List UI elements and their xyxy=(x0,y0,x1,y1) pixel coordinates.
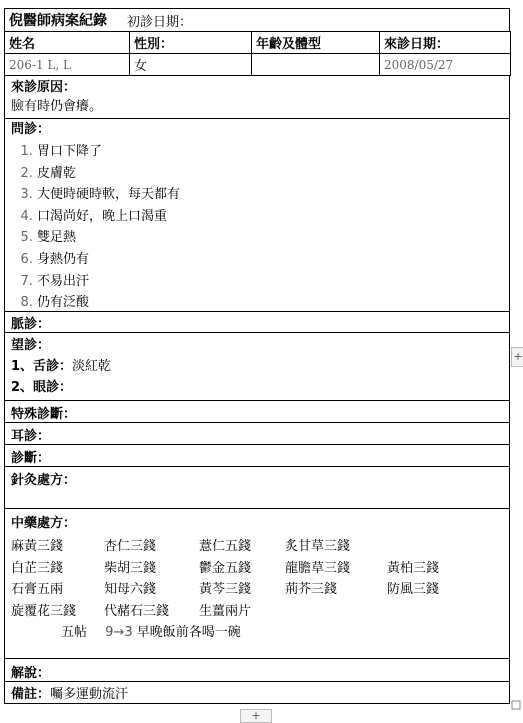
list-item: 8. 仍有泛酸 xyxy=(37,292,503,314)
note-label: 備註： xyxy=(11,687,51,702)
special-diagnosis-section[interactable] xyxy=(4,401,510,423)
diagnosis-label: 診斷： xyxy=(11,451,51,466)
herb-item: 黃柏三錢 xyxy=(387,560,440,576)
info-value-row xyxy=(5,54,511,76)
herb-grid xyxy=(11,536,503,622)
table-resize-handle-icon[interactable] xyxy=(511,700,523,712)
herb-item xyxy=(387,601,487,623)
herb-item: 石膏五兩 xyxy=(11,582,64,597)
first-visit-date-label: 初診日期： xyxy=(127,14,193,30)
patient-info-table xyxy=(4,31,511,76)
gender-value[interactable]: 女 xyxy=(130,54,252,76)
title-row xyxy=(4,8,510,31)
herb-item: 荊芥三錢 xyxy=(285,582,338,597)
add-row-button[interactable]: + xyxy=(240,709,272,723)
inquiry-label: 問診： xyxy=(11,122,51,137)
tongue-text: 淡紅乾 xyxy=(72,359,112,374)
reason-section[interactable] xyxy=(4,76,510,119)
list-item: 1. 胃口下降了 xyxy=(37,141,503,163)
special-diagnosis-label: 特殊診斷： xyxy=(11,407,77,422)
info-header-row xyxy=(5,32,511,54)
ear-section[interactable] xyxy=(4,423,510,445)
tongue-label: 1、舌診： xyxy=(11,359,73,374)
acupuncture-label: 針灸處方： xyxy=(11,473,77,488)
explain-label: 解說： xyxy=(11,666,51,681)
herb-item: 生薑兩片 xyxy=(199,603,252,619)
case-record-document xyxy=(4,8,510,704)
ear-label: 耳診： xyxy=(11,429,51,444)
eye-label: 2、眼診： xyxy=(11,380,73,395)
herb-item: 防風三錢 xyxy=(387,582,440,597)
herb-item: 代赭石三錢 xyxy=(104,603,170,619)
herb-item: 鬱金五錢 xyxy=(199,560,252,576)
dose-arrow: 9→3 xyxy=(105,625,133,640)
age-build-header: 年齡及體型 xyxy=(252,32,380,54)
herbal-section[interactable] xyxy=(4,509,510,659)
add-column-button[interactable]: + xyxy=(511,347,523,367)
herb-item: 白芷三錢 xyxy=(11,560,64,576)
herb-item: 黃芩三錢 xyxy=(199,582,252,597)
pulse-label: 脈診： xyxy=(11,317,51,332)
herbal-label: 中藥處方： xyxy=(11,516,77,531)
visit-date-value[interactable]: 2008/05/27 xyxy=(380,54,511,76)
observation-label: 望診： xyxy=(11,338,51,353)
herb-item xyxy=(387,536,487,558)
age-build-value[interactable] xyxy=(252,54,380,76)
dosage-line xyxy=(61,622,503,643)
herb-item: 炙甘草三錢 xyxy=(285,539,351,554)
tongue-line xyxy=(11,356,503,377)
observation-section[interactable] xyxy=(4,333,510,401)
herb-item: 杏仁三錢 xyxy=(104,539,157,554)
herb-item: 龍膽草三錢 xyxy=(285,560,351,576)
dose-count: 五帖 xyxy=(61,625,88,640)
eye-line xyxy=(11,377,503,398)
herb-item: 旋覆花三錢 xyxy=(11,603,77,619)
note-text: 囑多運動流汗 xyxy=(50,687,129,702)
dose-note: 早晚飯前各喝一碗 xyxy=(136,625,241,640)
herb-item xyxy=(285,601,387,623)
visit-date-header: 來診日期： xyxy=(380,32,511,54)
herb-item: 麻黃三錢 xyxy=(11,539,64,554)
reason-label: 來診原因： xyxy=(11,80,77,95)
inquiry-section[interactable] xyxy=(4,119,510,312)
diagnosis-section[interactable] xyxy=(4,445,510,467)
acupuncture-section[interactable] xyxy=(4,467,510,509)
herb-item: 薏仁五錢 xyxy=(199,539,252,554)
list-item: 3. 大便時硬時軟，每天都有 xyxy=(37,184,503,206)
gender-header: 性別： xyxy=(130,32,252,54)
name-value[interactable]: 206-1 L, L xyxy=(5,54,130,76)
list-item: 5. 雙足熱 xyxy=(37,227,503,249)
document-title: 倪醫師病案紀錄 xyxy=(9,13,107,29)
list-item: 2. 皮膚乾 xyxy=(37,163,503,185)
explain-section[interactable] xyxy=(4,659,510,682)
list-item: 6. 身熱仍有 xyxy=(37,249,503,271)
inquiry-list xyxy=(11,141,503,314)
note-section[interactable] xyxy=(4,682,510,704)
pulse-section[interactable] xyxy=(4,312,510,333)
list-item: 7. 不易出汗 xyxy=(37,271,503,293)
name-header: 姓名 xyxy=(5,32,130,54)
reason-text: 臉有時仍會癢。 xyxy=(11,99,103,114)
list-item: 4. 口渴尚好，晚上口渴重 xyxy=(37,206,503,228)
herb-item: 柴胡三錢 xyxy=(104,560,157,576)
herb-item: 知母六錢 xyxy=(104,582,157,597)
